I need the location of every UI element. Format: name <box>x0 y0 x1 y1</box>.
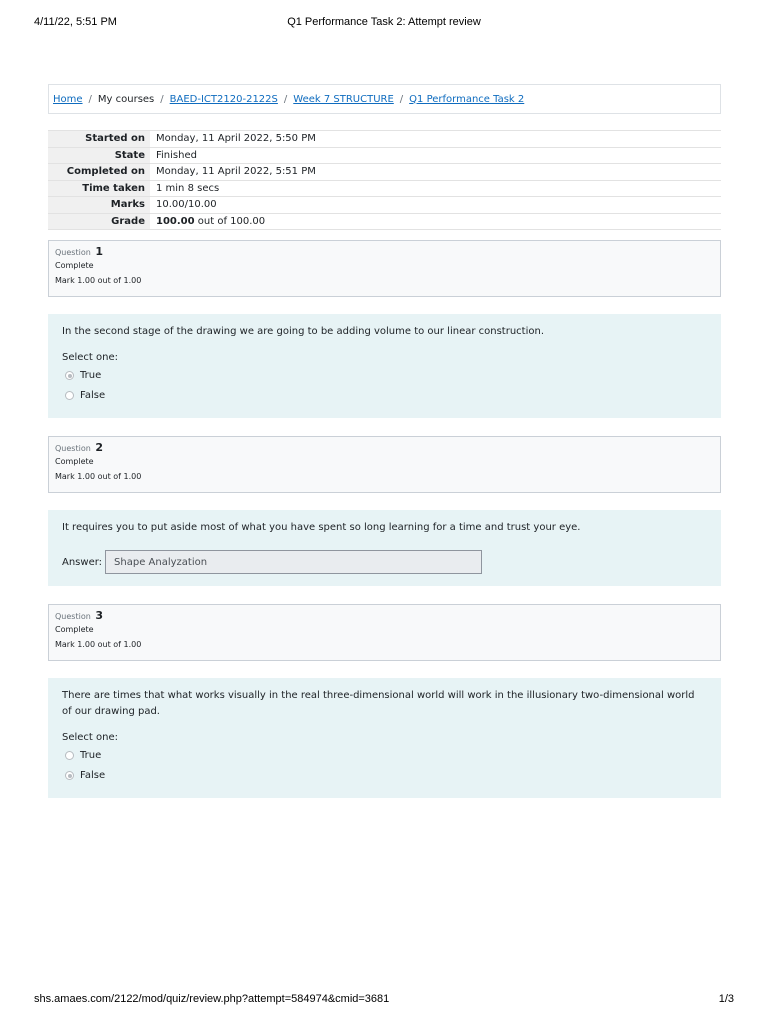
summary-value: Monday, 11 April 2022, 5:51 PM <box>150 164 721 181</box>
summary-value: Finished <box>150 147 721 164</box>
breadcrumb-separator: / <box>399 93 404 105</box>
attempt-summary-table <box>48 130 721 230</box>
breadcrumb <box>48 84 721 114</box>
radio-button[interactable] <box>65 771 74 780</box>
question-1-content <box>48 314 721 418</box>
grade-out-of: out of 100.00 <box>194 215 266 227</box>
answer-option-false[interactable] <box>62 768 707 783</box>
print-url: shs.amaes.com/2122/mod/quiz/review.php?attempt=584974&cmid=3681 <box>34 993 390 1005</box>
radio-button[interactable] <box>65 371 74 380</box>
summary-label: Marks <box>48 197 150 214</box>
question-2-content <box>48 510 721 586</box>
question-text: There are times that what works visually in the real three-dimensional world will work in the illusionary two-dimensional world of our drawing pad. <box>62 690 695 717</box>
summary-row-started <box>48 131 721 148</box>
question-number <box>55 609 720 622</box>
radio-button[interactable] <box>65 391 74 400</box>
summary-row-time-taken <box>48 180 721 197</box>
question-label: Question <box>55 444 91 453</box>
breadcrumb-separator: / <box>160 93 164 105</box>
summary-label: Completed on <box>48 164 150 181</box>
summary-row-marks <box>48 197 721 214</box>
question-text: It requires you to put aside most of what you have spent so long learning for a time and trust your eye. <box>62 522 581 533</box>
option-label: True <box>80 750 102 761</box>
summary-value: 10.00/10.00 <box>150 197 721 214</box>
grade-score: 100.00 <box>156 215 195 227</box>
option-label: False <box>80 770 106 781</box>
summary-row-state <box>48 147 721 164</box>
select-one-prompt: Select one: <box>62 732 119 743</box>
question-grade: Mark 1.00 out of 1.00 <box>55 472 142 481</box>
question-label: Question <box>55 248 91 257</box>
summary-value <box>150 213 721 230</box>
question-state: Complete <box>55 457 94 466</box>
select-one-prompt: Select one: <box>62 352 119 363</box>
summary-value: 1 min 8 secs <box>150 180 721 197</box>
answer-option-false[interactable] <box>62 388 707 403</box>
answer-option-true[interactable] <box>62 748 707 763</box>
print-datetime: 4/11/22, 5:51 PM <box>34 16 117 28</box>
answer-option-true[interactable] <box>62 368 707 383</box>
option-label: False <box>80 390 106 401</box>
question-1-info <box>48 240 721 297</box>
question-number-value: 2 <box>95 441 103 454</box>
summary-row-grade <box>48 213 721 230</box>
answer-row <box>62 550 707 574</box>
breadcrumb-quiz[interactable]: Q1 Performance Task 2 <box>409 93 525 105</box>
breadcrumb-my-courses: My courses <box>97 93 155 105</box>
question-state: Complete <box>55 625 94 634</box>
question-grade: Mark 1.00 out of 1.00 <box>55 640 142 649</box>
breadcrumb-separator: / <box>283 93 288 105</box>
question-number-value: 1 <box>95 245 103 258</box>
question-text: In the second stage of the drawing we are going to be adding volume to our linear construction. <box>62 326 545 337</box>
answer-label: Answer: <box>62 556 103 568</box>
question-state: Complete <box>55 261 94 270</box>
question-number <box>55 245 720 258</box>
breadcrumb-separator: / <box>88 93 92 105</box>
question-3-info <box>48 604 721 661</box>
summary-row-completed <box>48 164 721 181</box>
question-2-info <box>48 436 721 493</box>
summary-label: Started on <box>48 131 150 148</box>
print-title: Q1 Performance Task 2: Attempt review <box>287 16 481 28</box>
question-3-content <box>48 678 721 798</box>
print-page-number: 1/3 <box>718 993 734 1005</box>
option-label: True <box>80 370 102 381</box>
summary-value: Monday, 11 April 2022, 5:50 PM <box>150 131 721 148</box>
breadcrumb-home[interactable]: Home <box>53 93 83 105</box>
breadcrumb-course[interactable]: BAED-ICT2120-2122S <box>169 93 278 105</box>
question-label: Question <box>55 612 91 621</box>
summary-label: Grade <box>48 213 150 230</box>
radio-button[interactable] <box>65 751 74 760</box>
answer-input[interactable]: Shape Analyzation <box>105 550 482 574</box>
summary-label: State <box>48 147 150 164</box>
question-grade: Mark 1.00 out of 1.00 <box>55 276 142 285</box>
question-number <box>55 441 720 454</box>
breadcrumb-section[interactable]: Week 7 STRUCTURE <box>293 93 394 105</box>
question-number-value: 3 <box>95 609 103 622</box>
summary-label: Time taken <box>48 180 150 197</box>
